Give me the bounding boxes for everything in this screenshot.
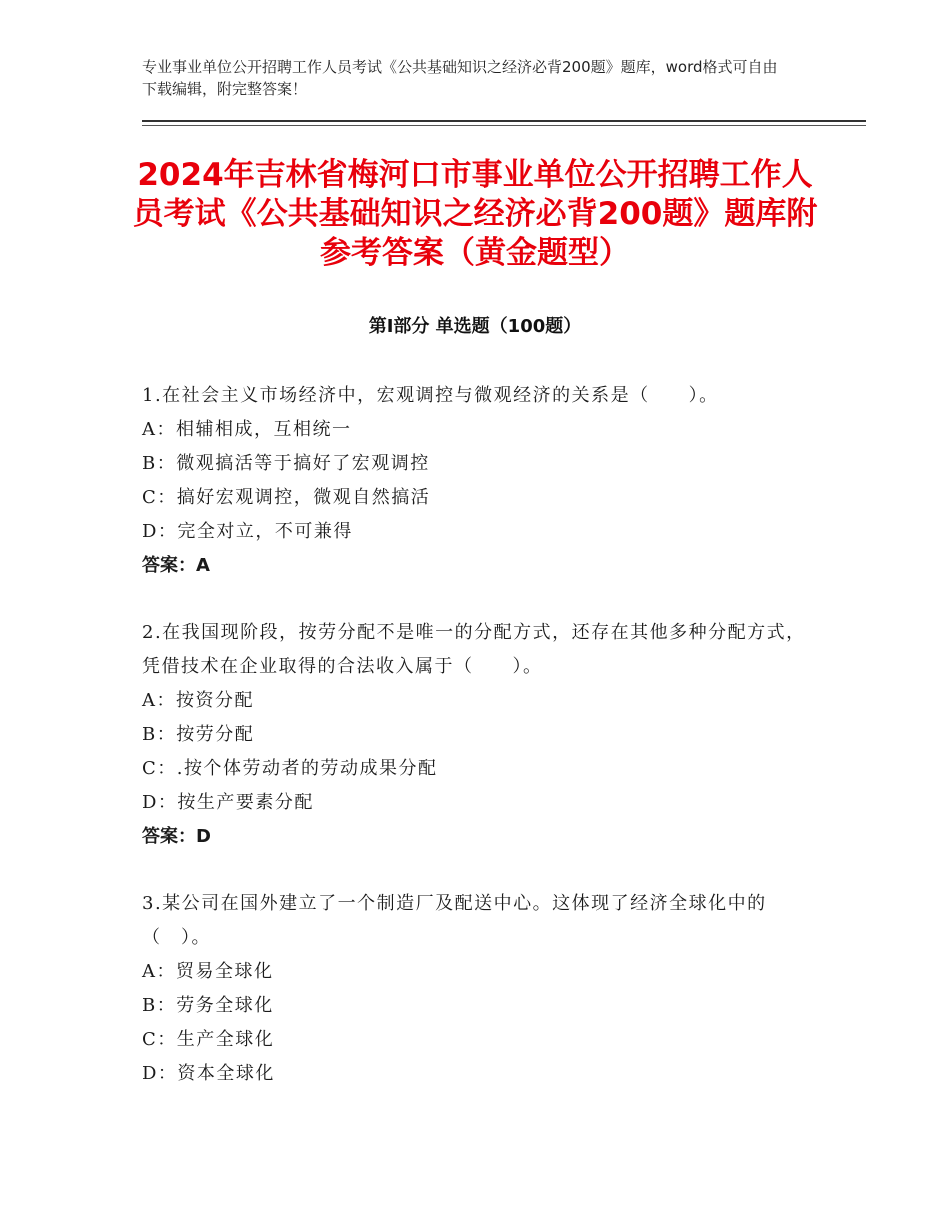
question-stem: 2.在我国现阶段，按劳分配不是唯一的分配方式，还存在其他多种分配方式，凭借技术在企业取得的合法收入属于（ ）。 [142,622,806,677]
answer-label: 答案：A [142,555,210,576]
section-title: 第Ⅰ部分 单选题（100题） [368,316,582,337]
option-a: A：相辅相成，互相统一 [142,419,352,440]
option-a: A：按资分配 [142,690,254,711]
option-d: D：完全对立，不可兼得 [142,521,353,542]
answer-label: 答案：D [142,826,211,847]
option-a: A：贸易全球化 [142,961,274,982]
option-b: B：微观搞活等于搞好了宏观调控 [142,453,430,474]
option-b: B：按劳分配 [142,724,255,745]
question-2 [142,616,822,854]
document-title: 2024年吉林省梅河口市事业单位公开招聘工作人员考试《公共基础知识之经济必背200题》题库附参考答案（黄金题型） [132,157,818,271]
option-d: D：资本全球化 [142,1063,275,1084]
question-1 [142,379,822,583]
question-3 [142,887,822,1091]
header-divider [142,120,866,122]
question-list [142,379,822,1124]
question-stem: 1.在社会主义市场经济中，宏观调控与微观经济的关系是（ ）。 [142,385,719,406]
header-note: 专业事业单位公开招聘工作人员考试《公共基础知识之经济必背200题》题库，word格式可自由下载编辑，附完整答案！ [142,58,778,98]
option-c: C：生产全球化 [142,1029,275,1050]
option-c: C：.按个体劳动者的劳动成果分配 [142,758,438,779]
option-b: B：劳务全球化 [142,995,274,1016]
option-c: C：搞好宏观调控，微观自然搞活 [142,487,431,508]
option-d: D：按生产要素分配 [142,792,314,813]
header-divider-thin [142,125,866,126]
question-stem: 3.某公司在国外建立了一个制造厂及配送中心。这体现了经济全球化中的（ ）。 [142,893,767,948]
